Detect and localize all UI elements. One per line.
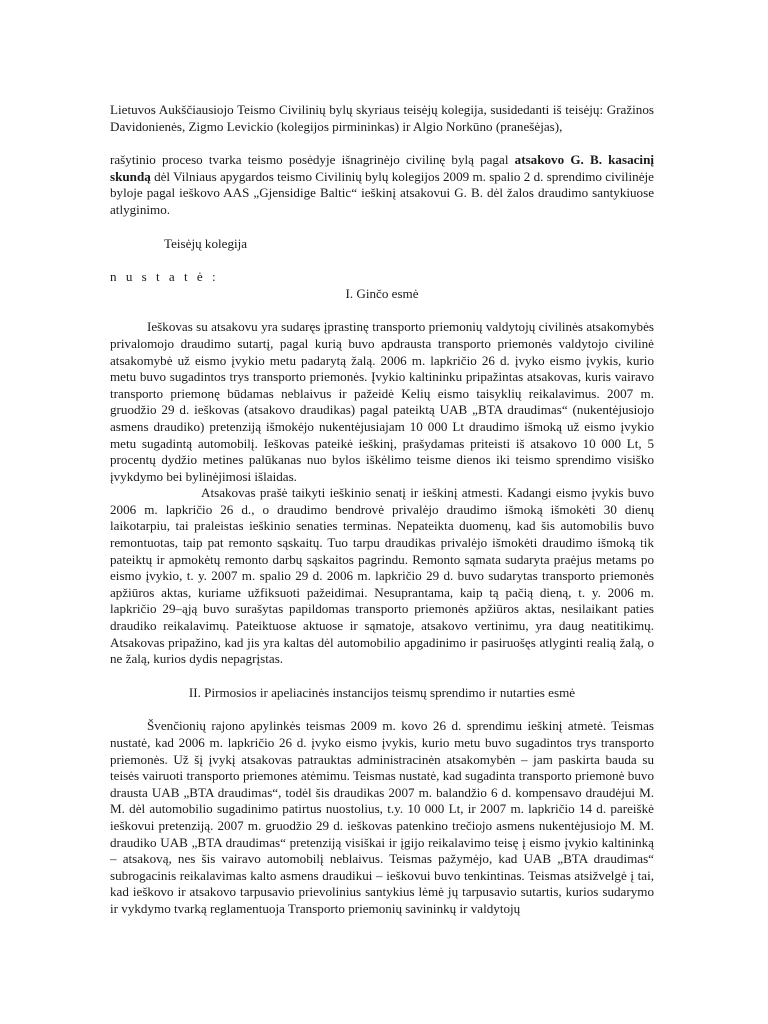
section-2-heading: II. Pirmosios ir apeliacinės instancijos teismų sprendimo ir nutarties esmė: [188, 684, 576, 700]
section-1-paragraph-1: Ieškovas su atsakovu yra sudaręs įprastinę transporto priemonių valdytojų civilinės atsakomybės privalomojo draudimo sutartį, pagal kurią buvo apdrausta transporto priemonės valdytojo civilinė atsakomybė už eismo įvykio metu padarytą žalą. 2006 m. lapkričio 26 d. įvyko eismo įvykis, kurio metu buvo sugadintos trys transporto priemonės. Įvykio kaltininku pripažintas atsakovas, kuris vairavo transporto priemonę būdamas neblaivus ir pažeidė Kelių eismo taisyklių reikalavimus. 2007 m. gruodžio 29 d. ieškovas (atsakovo draudikas) pagal pateiktą UAB „BTA draudimas“ (nukentėjusiojo asmens draudiko) pretenziją išmokėjo nukentėjusiajam 10 000 Lt draudimo išmoką už eismo įvykio metu sugadintą automobilį. Ieškovas pateikė ieškinį, prašydamas priteisti iš atsakovo 10 000 Lt, 5 procentų dydžio metines palūkanas nuo bylos iškėlimo teisme dienos iki teismo sprendimo visiško įvykdymo bei bylinėjimosi išlaidas.: [110, 319, 654, 484]
procedure-text-start: rašytinio proceso tvarka teismo posėdyje išnagrinėjo civilinę bylą pagal: [110, 152, 515, 168]
intro-paragraph: Lietuvos Aukščiausiojo Teismo Civilinių bylų skyriaus teisėjų kolegija, susidedanti iš teisėjų: Gražinos Davidonienės, Zigmo Levickio (kolegijos pirmininkas) ir Algio Norkūno (pranešėjas),: [110, 102, 654, 134]
document-body: [110, 102, 654, 918]
cassation-appeal-emphasis: atsakovo G. B. kasacinį skundą: [110, 152, 654, 184]
section-2-paragraph-1: Švenčionių rajono apylinkės teismas 2009 m. kovo 26 d. sprendimu ieškinį atmetė. Teismas nustatė, kad 2006 m. lapkričio 26 d. įvyko eismo įvykis, kurio metu buvo sugadintos trys transporto priemonės. Už šį įvykį atsakovas patrauktas administracinėn atsakomybėn – jam paskirta bauda su teisės vairuoti transporto priemones atėmimu. Teismas nustatė, kad sugadinta transporto priemonė buvo drausta UAB „BTA draudimas“, todėl šis draudikas 2007 m. balandžio 6 d. kompensavo draudėjui M. M. dėl automobilio sugadinimo patirtus nuostolius, t.y. 10 000 Lt, ir 2007 m. lapkričio 14 d. pareiškė ieškovui pretenziją. 2007 m. gruodžio 29 d. ieškovas patenkino trečiojo asmens nukentėjusiojo M. M. draudiko UAB „BTA draudimas“ pretenziją visiškai ir įgijo reikalavimo teisę į eismo įvykio kaltininką – atsakovą, nes šis vairavo automobilį neblaivus. Teismas pažymėjo, kad UAB „BTA draudimas“ subrogacinis reikalavimas kalto asmens draudikui – ieškovui buvo tenkintinas. Teismas atsižvelgė į tai, kad ieškovo ir atsakovo tarpusavio prievolinius santykius lėmė jų tarpusavio sutartis, kurios sudarymo ir vykdymo tvarką reglamentuoja Transporto priemonių savininkų ir valdytojų: [110, 718, 654, 916]
collegium-label: Teisėjų kolegija: [164, 235, 248, 251]
section-1-heading: I. Ginčo esmė: [345, 285, 419, 301]
procedure-text-end: dėl Vilniaus apygardos teismo Civilinių bylų kolegijos 2009 m. spalio 2 d. sprendimo civilinėje byloje pagal ieškovo AAS „Gjensidige Baltic“ ieškinį atsakovui G. B. dėl žalos draudimo santykiuose atlyginimo.: [110, 168, 654, 217]
procedure-paragraph: [110, 152, 654, 218]
establishes-label: n u s t a t ė :: [110, 269, 219, 285]
section-1-paragraph-2: Atsakovas prašė taikyti ieškinio senatį ir ieškinį atmesti. Kadangi eismo įvykis buvo 2006 m. lapkričio 26 d., o draudimo bendrovė privalėjo draudimo išmoką išmokėti 30 dienų laikotarpiu, tai praleistas ieškinio senaties terminas. Nepateikta duomenų, kad šis automobilis buvo remontuotas, taip pat remonto sąskaitų. Tuo tarpu draudikas privalėjo išmokėti draudimo išmoką tik pateiktų ir apmokėtų remonto darbų sąskaitos pagrindu. Remonto sąmata sudaryta praėjus metams po eismo įvykio, t. y. 2007 m. spalio 29 d. 2006 m. lapkričio 29 d. buvo sudarytas transporto priemonės apžiūros aktas, kuriame užfiksuoti pažeidimai. Nesuprantama, kaip tą pačią dieną, t. y. 2006 m. lapkričio 29–ąją buvo surašytas papildomas transporto priemonės apžiūros aktas, nesilaikant paties draudiko reikalavimų. Pateiktuose aktuose ir sąmatoje, atsakovo vertinimu, yra daug neatitikimų. Atsakovas pripažino, kad jis yra kaltas dėl automobilio apgadinimo ir pasiruošęs atlyginti realią žalą, o ne žalą, kurios dydis nepagrįstas.: [110, 485, 654, 667]
